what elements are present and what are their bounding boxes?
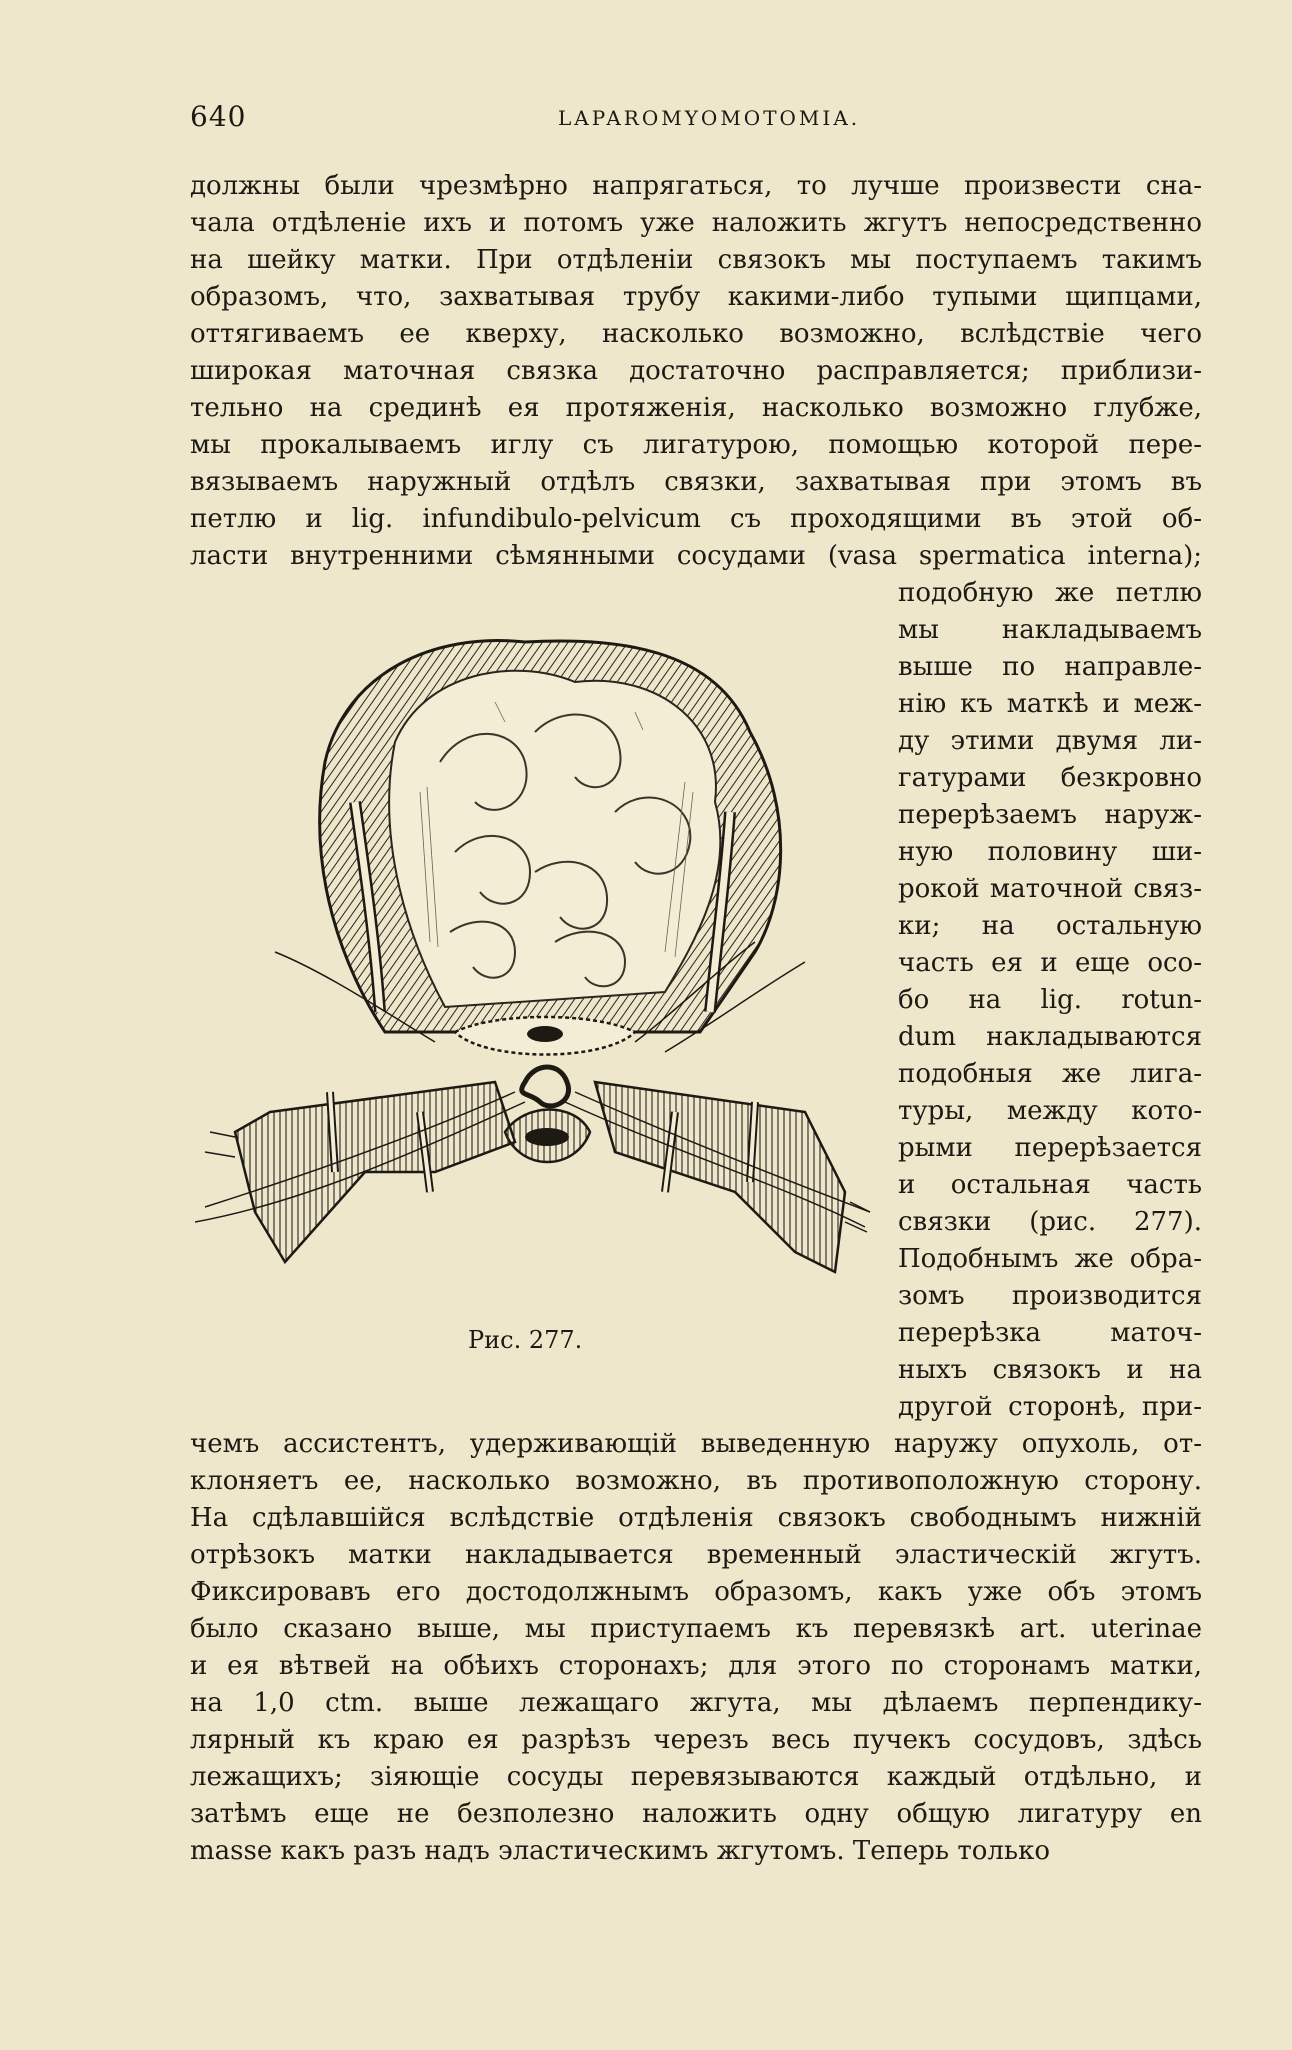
text-line: образомъ, что, захватывая трубу какими-либо тупыми щипцами, bbox=[190, 282, 1202, 312]
text-line: другой сторонѣ, при- bbox=[898, 1392, 1202, 1422]
text-line: На сдѣлавшійся вслѣдствіе отдѣленія связокъ свободнымъ нижній bbox=[190, 1503, 1202, 1533]
text-line: оттягиваемъ ее кверху, насколько возможно, вслѣдствіе чего bbox=[190, 319, 1202, 349]
tumour-mass bbox=[389, 671, 720, 1007]
text-line: нію къ маткѣ и меж- bbox=[898, 689, 1202, 719]
text-line: гатурами безкровно bbox=[898, 763, 1202, 793]
uterus-ligature-engraving bbox=[195, 612, 875, 1332]
text-line: широкая маточная связка достаточно расправляется; приблизи- bbox=[190, 356, 1202, 386]
text-line: рокой маточной связ- bbox=[898, 874, 1202, 904]
text-line: туры, между кото- bbox=[898, 1096, 1202, 1126]
text-line: чемъ ассистентъ, удерживающій выведенную наружу опухоль, от- bbox=[190, 1429, 1202, 1459]
text-line: затѣмъ еще не безполезно наложить одну общую лигатуру en bbox=[190, 1799, 1202, 1829]
text-line: на 1,0 ctm. выше лежащаго жгута, мы дѣлаемъ перпендику- bbox=[190, 1688, 1202, 1718]
tourniquet-knot bbox=[522, 1067, 569, 1106]
left-broad-ligament bbox=[235, 1082, 515, 1262]
text-line: тельно на срединѣ ея протяженія, насколько возможно глубже, bbox=[190, 393, 1202, 423]
text-line: Фиксировавъ его достодолжнымъ образомъ, какъ уже объ этомъ bbox=[190, 1577, 1202, 1607]
figure-illustration bbox=[195, 612, 875, 1332]
text-line: бо на lig. rotun- bbox=[898, 985, 1202, 1015]
text-line: мы накладываемъ bbox=[898, 615, 1202, 645]
running-title: LAPAROMYOMOTOMIA. bbox=[558, 106, 861, 130]
text-line: перерѣзка маточ- bbox=[898, 1318, 1202, 1348]
text-line: dum накладываются bbox=[898, 1022, 1202, 1052]
text-line: перерѣзаемъ наруж- bbox=[898, 800, 1202, 830]
text-line: чала отдѣленіе ихъ и потомъ уже наложить жгутъ непосредственно bbox=[190, 208, 1202, 238]
text-line: и ея вѣтвей на обѣихъ сторонахъ; для этого по сторонамъ матки, bbox=[190, 1651, 1202, 1681]
text-line: связки (рис. 277). bbox=[898, 1207, 1202, 1237]
text-line: часть ея и еще осо- bbox=[898, 948, 1202, 978]
text-line: клоняетъ ее, насколько возможно, въ противоположную сторону. bbox=[190, 1466, 1202, 1496]
text-line: мы прокалываемъ иглу съ лигатурою, помощью которой пере- bbox=[190, 430, 1202, 460]
text-line: подобную же петлю bbox=[898, 578, 1202, 608]
text-line: ную половину ши- bbox=[898, 837, 1202, 867]
text-line: отрѣзокъ матки накладывается временный эластическій жгутъ. bbox=[190, 1540, 1202, 1570]
text-line: ки; на остальную bbox=[898, 911, 1202, 941]
text-line: Подобнымъ же обра- bbox=[898, 1244, 1202, 1274]
text-line: на шейку матки. При отдѣленіи связокъ мы поступаемъ такимъ bbox=[190, 245, 1202, 275]
text-line: рыми перерѣзается bbox=[898, 1133, 1202, 1163]
text-line: ныхъ связокъ и на bbox=[898, 1355, 1202, 1385]
text-line: вязываемъ наружный отдѣлъ связки, захватывая при этомъ въ bbox=[190, 467, 1202, 497]
text-line: должны были чрезмѣрно напрягаться, то лучше произвести сна- bbox=[190, 171, 1202, 201]
text-line: masse какъ разъ надъ эластическимъ жгутомъ. Теперь только bbox=[190, 1836, 1050, 1866]
text-line: подобныя же лига- bbox=[898, 1059, 1202, 1089]
text-line: ду этими двумя ли- bbox=[898, 726, 1202, 756]
page-header bbox=[190, 100, 1210, 140]
text-line: лярный къ краю ея разрѣзъ черезъ весь пучекъ сосудовъ, здѣсь bbox=[190, 1725, 1202, 1755]
text-line: и остальная часть bbox=[898, 1170, 1202, 1200]
figure-caption: Рис. 277. bbox=[468, 1326, 583, 1354]
text-line: выше по направле- bbox=[898, 652, 1202, 682]
text-line: зомъ производится bbox=[898, 1281, 1202, 1311]
text-line: петлю и lig. infundibulo-pelvicum съ проходящими въ этой об- bbox=[190, 504, 1202, 534]
page-number: 640 bbox=[190, 100, 247, 133]
right-broad-ligament bbox=[595, 1082, 845, 1272]
text-line: ласти внутренними сѣмянными сосудами (vasa spermatica interna); bbox=[190, 541, 1202, 571]
text-line: лежащихъ; зіяющіе сосуды перевязываются каждый отдѣльно, и bbox=[190, 1762, 1202, 1792]
text-line: было сказано выше, мы приступаемъ къ перевязкѣ art. uterinae bbox=[190, 1614, 1202, 1644]
